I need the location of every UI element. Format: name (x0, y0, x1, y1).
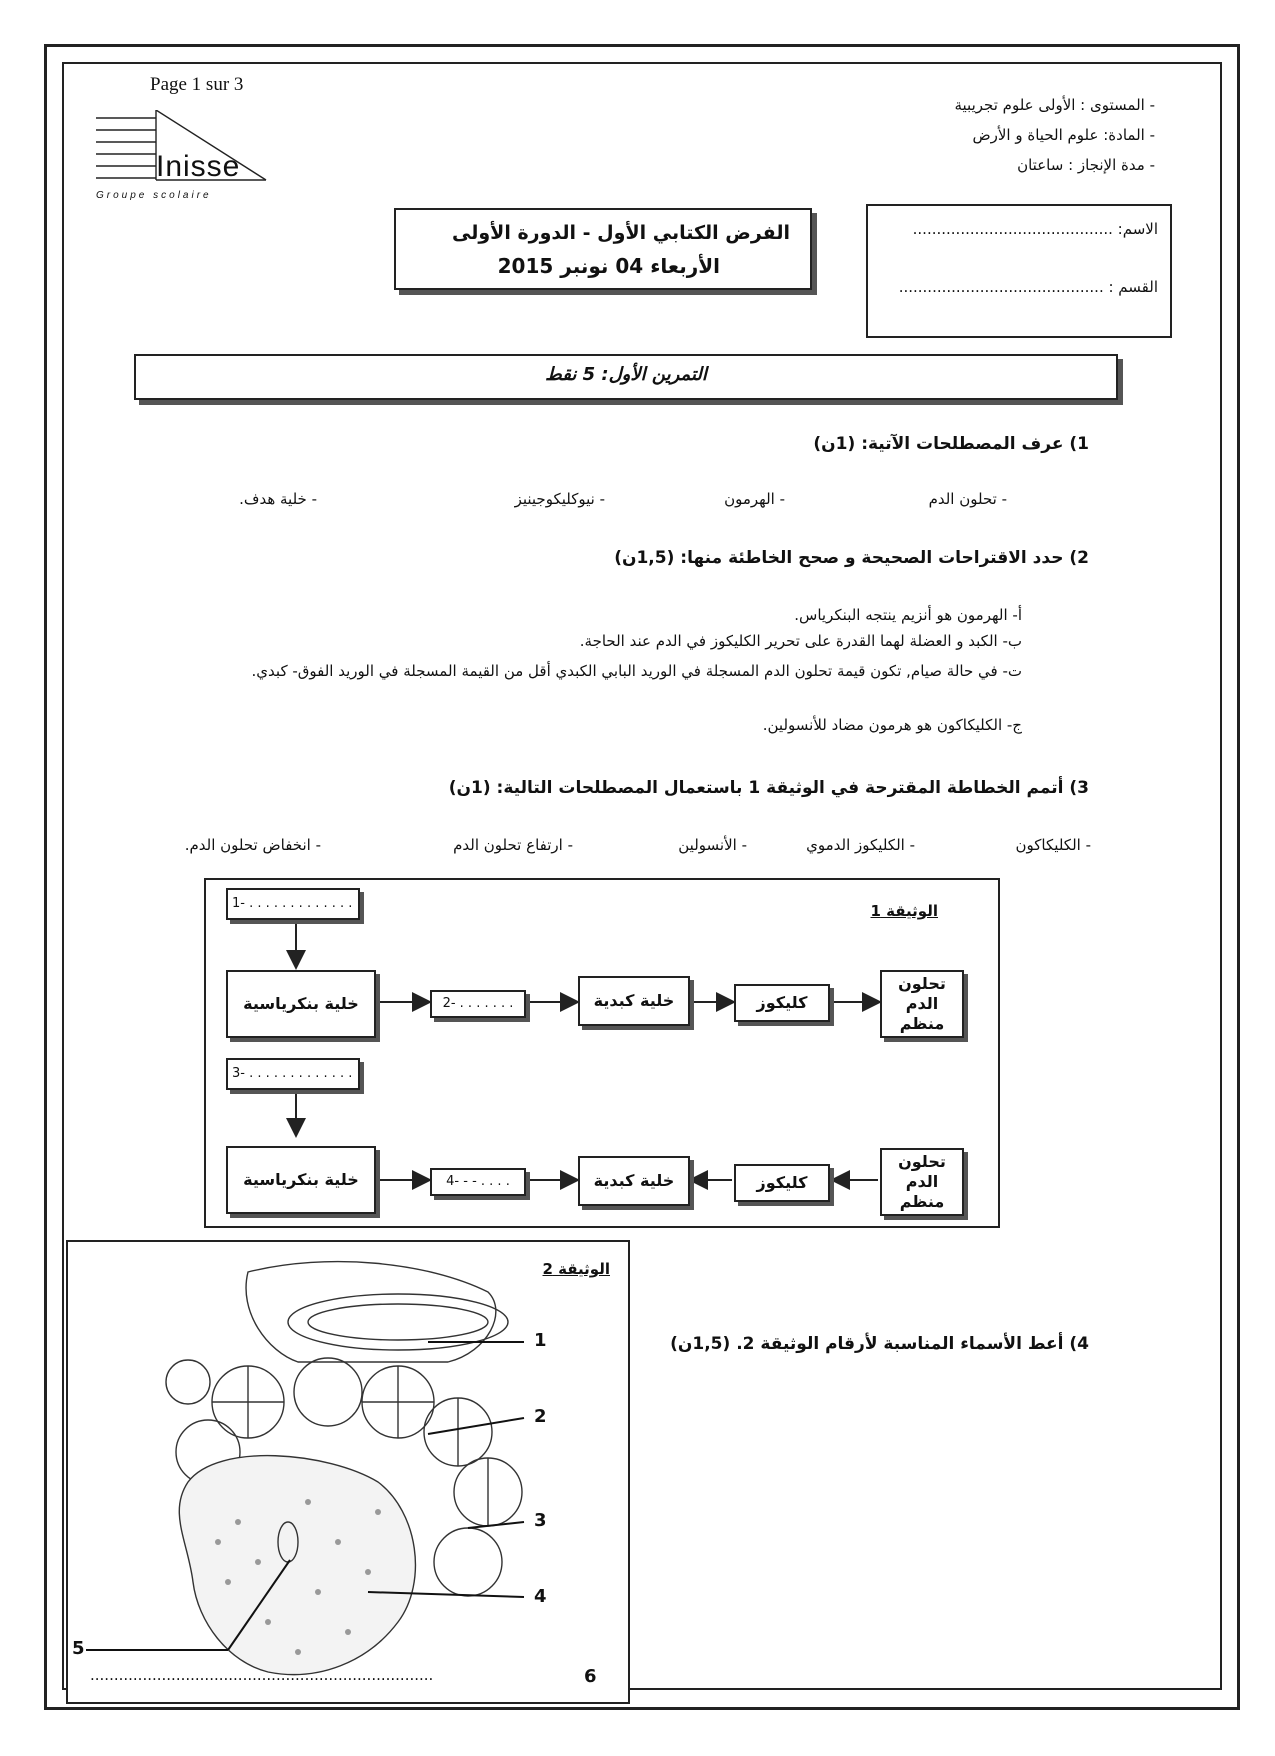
pancreatic-cell-box: خلية بنكرياسية (226, 970, 376, 1038)
q2-item: ت- في حالة صيام, تكون قيمة تحلون الدم المسجلة في الوريد البابي الكبدي أقل من القيمة المسجلة في الوريد الفوق- كبدي. (251, 662, 1022, 680)
blank-1-box[interactable]: 1- . . . . . . . . . . . . . (226, 888, 360, 920)
liver-cell-box: خلية كبدية (578, 976, 690, 1026)
blank-4-box[interactable]: 4- - - . . . . (430, 1168, 526, 1196)
glucose-box: كليكوز (734, 1164, 830, 1202)
exam-date: الأربعاء 04 نونبر 2015 (497, 254, 720, 278)
label-6-blank[interactable]: ........................................................................ (90, 1666, 434, 1684)
subject-info: - المادة: علوم الحياة و الأرض (972, 126, 1155, 144)
page-number: Page 1 sur 3 (150, 74, 244, 95)
glucose-box: كليكوز (734, 984, 830, 1022)
question-4: 4) أعط الأسماء المناسبة لأرقام الوثيقة 2. (1,5ن) (670, 1334, 1089, 1354)
q2-item: ج- الكليكاكون هو هرمون مضاد للأنسولين. (762, 716, 1022, 734)
q1-term: - خلية هدف. (239, 490, 317, 508)
label-6: 6 (584, 1666, 597, 1687)
class-field[interactable]: القسم : ........................................... (898, 278, 1158, 296)
label-3: 3 (534, 1510, 547, 1531)
question-1: 1) عرف المصطلحات الآتية: (1ن) (813, 434, 1089, 454)
duration-info: - مدة الإنجاز : ساعتان (1017, 156, 1155, 174)
question-3: 3) أتمم الخطاطة المقترحة في الوثيقة 1 باستعمال المصطلحات التالية: (1ن) (448, 778, 1089, 798)
doc2-title: الوثيقة 2 (542, 1260, 610, 1278)
label-4: 4 (534, 1586, 547, 1607)
name-field[interactable]: الاسم: .......................................... (912, 220, 1158, 238)
doc1-title: الوثيقة 1 (870, 902, 938, 920)
exercise-title-box (134, 354, 1118, 400)
q3-term: - الكليكوز الدموي (806, 836, 915, 854)
liver-cell-box: خلية كبدية (578, 1156, 690, 1206)
label-5: 5 (72, 1638, 85, 1659)
q1-term: - تحلون الدم (928, 490, 1007, 508)
student-info-box (866, 204, 1172, 338)
q1-term: - الهرمون (724, 490, 785, 508)
pancreas-tissue-illustration (68, 1242, 628, 1702)
logo-text: Inisse (156, 150, 241, 183)
regulated-glycemia-box: تحلون الدم منظم (880, 1148, 964, 1216)
exercise-title: التمرين الأول: 5 نقط (545, 364, 707, 385)
regulated-glycemia-box: تحلون الدم منظم (880, 970, 964, 1038)
exam-title-box (394, 208, 812, 290)
school-logo (96, 110, 276, 205)
label-1: 1 (534, 1330, 547, 1351)
q3-term: - ارتفاع تحلون الدم (453, 836, 573, 854)
question-2: 2) حدد الاقتراحات الصحيحة و صحح الخاطئة منها: (1,5ن) (614, 548, 1089, 568)
exam-title: الفرض الكتابي الأول - الدورة الأولى (452, 222, 790, 244)
q2-item: أ- الهرمون هو أنزيم ينتجه البنكرياس. (794, 606, 1022, 624)
q3-term: - انخفاض تحلون الدم. (184, 836, 321, 854)
q1-term: - نيوكليكوجينيز (514, 490, 605, 508)
label-2: 2 (534, 1406, 547, 1427)
document-2-figure (66, 1240, 630, 1704)
blank-3-box[interactable]: 3- . . . . . . . . . . . . . (226, 1058, 360, 1090)
q3-term: - الأنسولين (678, 836, 747, 854)
pancreatic-cell-box: خلية بنكرياسية (226, 1146, 376, 1214)
blank-2-box[interactable]: 2- . . . . . . . (430, 990, 526, 1018)
q2-item: ب- الكبد و العضلة لهما القدرة على تحرير الكليكوز في الدم عند الحاجة. (579, 632, 1022, 650)
logo-subtext: Groupe scolaire (96, 190, 212, 201)
level-info: - المستوى : الأولى علوم تجريبية (954, 96, 1155, 114)
q3-term: - الكليكاكون (1015, 836, 1091, 854)
document-1-diagram (204, 878, 1000, 1228)
